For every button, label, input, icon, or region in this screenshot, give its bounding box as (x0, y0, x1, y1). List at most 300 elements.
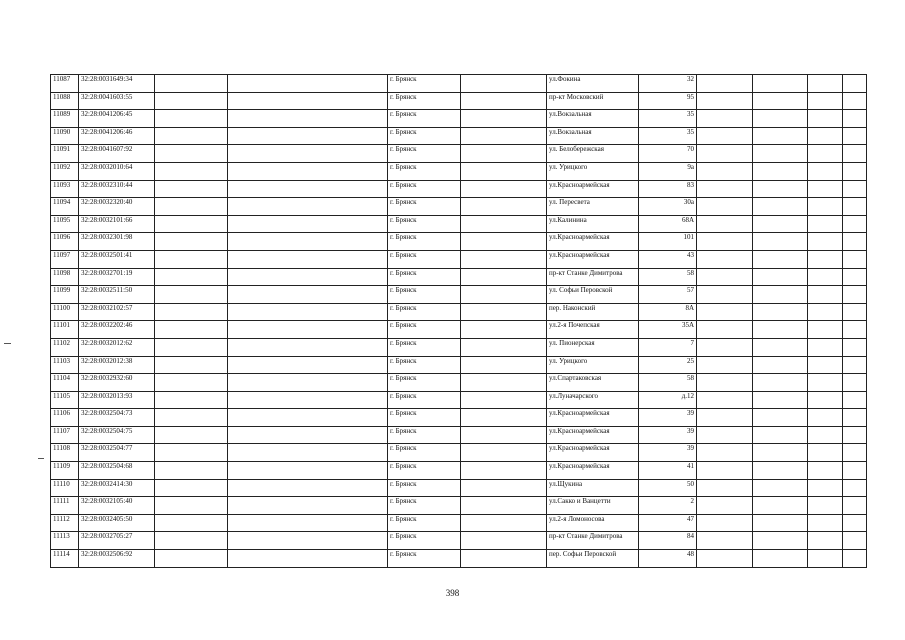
house-number: 2 (639, 497, 697, 515)
empty-cell (808, 374, 843, 392)
empty-cell (228, 479, 388, 497)
row-number: 11092 (51, 162, 79, 180)
street-cell: ул.Красноармейская (547, 180, 639, 198)
street-cell: ул.Вокзальная (547, 127, 639, 145)
empty-cell (461, 127, 547, 145)
house-number: 39 (639, 426, 697, 444)
street-cell: пр-кт Московский (547, 92, 639, 110)
cadastral-number: 32:28:0032301:98 (79, 233, 155, 251)
empty-cell (155, 356, 228, 374)
table-row (51, 198, 867, 216)
empty-cell (228, 215, 388, 233)
empty-cell (228, 356, 388, 374)
empty-cell (843, 233, 867, 251)
street-cell: пер. Наконский (547, 303, 639, 321)
empty-cell (843, 127, 867, 145)
empty-cell (808, 462, 843, 480)
row-number: 11087 (51, 75, 79, 93)
cadastral-number: 32:28:0041206:45 (79, 110, 155, 128)
empty-cell (461, 426, 547, 444)
city-cell: г. Брянск (388, 514, 461, 532)
empty-cell (843, 338, 867, 356)
row-number: 11101 (51, 321, 79, 339)
empty-cell (228, 286, 388, 304)
street-cell: ул.Сакко и Ванцетти (547, 497, 639, 515)
street-cell: ул.Луначарского (547, 391, 639, 409)
row-number: 11111 (51, 497, 79, 515)
table-row (51, 409, 867, 427)
city-cell: г. Брянск (388, 356, 461, 374)
empty-cell (697, 268, 753, 286)
empty-cell (461, 391, 547, 409)
empty-cell (753, 462, 808, 480)
empty-cell (697, 426, 753, 444)
empty-cell (808, 233, 843, 251)
scan-mark (38, 458, 44, 459)
row-number: 11105 (51, 391, 79, 409)
empty-cell (155, 321, 228, 339)
table-row (51, 550, 867, 568)
empty-cell (155, 127, 228, 145)
row-number: 11096 (51, 233, 79, 251)
cadastral-number: 32:28:0032101:66 (79, 215, 155, 233)
empty-cell (697, 444, 753, 462)
empty-cell (753, 127, 808, 145)
cadastral-number: 32:28:0032320:40 (79, 198, 155, 216)
table-row (51, 92, 867, 110)
city-cell: г. Брянск (388, 444, 461, 462)
empty-cell (808, 250, 843, 268)
empty-cell (155, 532, 228, 550)
table-row (51, 391, 867, 409)
empty-cell (808, 215, 843, 233)
row-number: 11110 (51, 479, 79, 497)
empty-cell (697, 338, 753, 356)
empty-cell (155, 391, 228, 409)
empty-cell (753, 92, 808, 110)
empty-cell (843, 321, 867, 339)
street-cell: ул.Вокзальная (547, 110, 639, 128)
scan-mark (4, 343, 11, 344)
empty-cell (808, 338, 843, 356)
empty-cell (155, 444, 228, 462)
cadastral-number: 32:28:0032102:57 (79, 303, 155, 321)
table-row (51, 426, 867, 444)
empty-cell (753, 497, 808, 515)
empty-cell (697, 462, 753, 480)
house-number: 35 (639, 127, 697, 145)
row-number: 11095 (51, 215, 79, 233)
empty-cell (228, 391, 388, 409)
empty-cell (753, 550, 808, 568)
house-number: 95 (639, 92, 697, 110)
empty-cell (228, 268, 388, 286)
empty-cell (753, 409, 808, 427)
empty-cell (843, 268, 867, 286)
empty-cell (808, 180, 843, 198)
empty-cell (461, 268, 547, 286)
city-cell: г. Брянск (388, 303, 461, 321)
empty-cell (808, 198, 843, 216)
empty-cell (697, 286, 753, 304)
empty-cell (808, 321, 843, 339)
table-row (51, 303, 867, 321)
empty-cell (228, 92, 388, 110)
table-row (51, 215, 867, 233)
empty-cell (697, 180, 753, 198)
empty-cell (697, 409, 753, 427)
empty-cell (155, 92, 228, 110)
empty-cell (753, 145, 808, 163)
empty-cell (461, 180, 547, 198)
street-cell: ул. Пересвета (547, 198, 639, 216)
empty-cell (155, 550, 228, 568)
city-cell: г. Брянск (388, 338, 461, 356)
row-number: 11109 (51, 462, 79, 480)
city-cell: г. Брянск (388, 462, 461, 480)
empty-cell (843, 391, 867, 409)
street-cell: ул.Красноармейская (547, 250, 639, 268)
empty-cell (155, 233, 228, 251)
cadastral-number: 32:28:0032705:27 (79, 532, 155, 550)
house-number: 58 (639, 374, 697, 392)
row-number: 11106 (51, 409, 79, 427)
empty-cell (843, 409, 867, 427)
empty-cell (228, 514, 388, 532)
table-row (51, 374, 867, 392)
empty-cell (697, 75, 753, 93)
table-row (51, 514, 867, 532)
empty-cell (228, 303, 388, 321)
house-number: 83 (639, 180, 697, 198)
table-row (51, 356, 867, 374)
empty-cell (753, 444, 808, 462)
empty-cell (697, 92, 753, 110)
table-row (51, 338, 867, 356)
empty-cell (155, 162, 228, 180)
city-cell: г. Брянск (388, 426, 461, 444)
empty-cell (843, 462, 867, 480)
table-row (51, 444, 867, 462)
empty-cell (155, 462, 228, 480)
city-cell: г. Брянск (388, 92, 461, 110)
empty-cell (753, 426, 808, 444)
city-cell: г. Брянск (388, 374, 461, 392)
cadastral-number: 32:28:0032701:19 (79, 268, 155, 286)
empty-cell (228, 374, 388, 392)
street-cell: ул. Софьи Перовской (547, 286, 639, 304)
empty-cell (155, 180, 228, 198)
empty-cell (808, 356, 843, 374)
empty-cell (228, 409, 388, 427)
empty-cell (228, 233, 388, 251)
table-row (51, 286, 867, 304)
row-number: 11090 (51, 127, 79, 145)
street-cell: ул.Красноармейская (547, 426, 639, 444)
empty-cell (753, 110, 808, 128)
table-row (51, 162, 867, 180)
cadastral-number: 32:28:0041603:55 (79, 92, 155, 110)
empty-cell (808, 514, 843, 532)
empty-cell (697, 374, 753, 392)
empty-cell (697, 233, 753, 251)
row-number: 11088 (51, 92, 79, 110)
empty-cell (228, 497, 388, 515)
empty-cell (808, 75, 843, 93)
row-number: 11094 (51, 198, 79, 216)
cadastral-number: 32:28:0032414:30 (79, 479, 155, 497)
house-number: 25 (639, 356, 697, 374)
empty-cell (155, 497, 228, 515)
street-cell: ул.Красноармейская (547, 462, 639, 480)
cadastral-number: 32:28:0032012:62 (79, 338, 155, 356)
empty-cell (697, 356, 753, 374)
empty-cell (697, 250, 753, 268)
street-cell: ул.Спартаковская (547, 374, 639, 392)
house-number: 101 (639, 233, 697, 251)
house-number: 35А (639, 321, 697, 339)
empty-cell (843, 497, 867, 515)
empty-cell (697, 303, 753, 321)
empty-cell (753, 338, 808, 356)
empty-cell (697, 215, 753, 233)
cadastral-number: 32:28:0032504:77 (79, 444, 155, 462)
table-row (51, 233, 867, 251)
empty-cell (461, 198, 547, 216)
empty-cell (808, 426, 843, 444)
city-cell: г. Брянск (388, 268, 461, 286)
row-number: 11114 (51, 550, 79, 568)
empty-cell (228, 145, 388, 163)
street-cell: ул.Красноармейская (547, 444, 639, 462)
house-number: 84 (639, 532, 697, 550)
empty-cell (461, 286, 547, 304)
cadastral-number: 32:28:0041206:46 (79, 127, 155, 145)
empty-cell (697, 391, 753, 409)
empty-cell (753, 75, 808, 93)
empty-cell (228, 462, 388, 480)
city-cell: г. Брянск (388, 162, 461, 180)
row-number: 11102 (51, 338, 79, 356)
house-number: д.12 (639, 391, 697, 409)
cadastral-number: 32:28:0032504:73 (79, 409, 155, 427)
table-row (51, 127, 867, 145)
row-number: 11089 (51, 110, 79, 128)
empty-cell (461, 92, 547, 110)
empty-cell (155, 198, 228, 216)
cadastral-number: 32:28:0032202:46 (79, 321, 155, 339)
row-number: 11104 (51, 374, 79, 392)
empty-cell (461, 233, 547, 251)
table-row (51, 532, 867, 550)
house-number: 70 (639, 145, 697, 163)
street-cell: ул.Щукина (547, 479, 639, 497)
empty-cell (228, 550, 388, 568)
empty-cell (753, 198, 808, 216)
empty-cell (808, 409, 843, 427)
city-cell: г. Брянск (388, 550, 461, 568)
empty-cell (697, 550, 753, 568)
empty-cell (753, 286, 808, 304)
table-row (51, 268, 867, 286)
empty-cell (753, 321, 808, 339)
empty-cell (808, 92, 843, 110)
empty-cell (753, 374, 808, 392)
empty-cell (843, 444, 867, 462)
empty-cell (808, 497, 843, 515)
registry-table (50, 74, 867, 568)
row-number: 11107 (51, 426, 79, 444)
empty-cell (461, 514, 547, 532)
empty-cell (697, 145, 753, 163)
house-number: 9а (639, 162, 697, 180)
house-number: 58 (639, 268, 697, 286)
row-number: 11091 (51, 145, 79, 163)
row-number: 11098 (51, 268, 79, 286)
table-row (51, 462, 867, 480)
empty-cell (843, 550, 867, 568)
row-number: 11093 (51, 180, 79, 198)
city-cell: г. Брянск (388, 127, 461, 145)
city-cell: г. Брянск (388, 321, 461, 339)
row-number: 11097 (51, 250, 79, 268)
row-number: 11113 (51, 532, 79, 550)
row-number: 11112 (51, 514, 79, 532)
empty-cell (808, 127, 843, 145)
house-number: 41 (639, 462, 697, 480)
empty-cell (808, 303, 843, 321)
cadastral-number: 32:28:0032013:93 (79, 391, 155, 409)
empty-cell (843, 92, 867, 110)
city-cell: г. Брянск (388, 409, 461, 427)
empty-cell (155, 303, 228, 321)
empty-cell (697, 162, 753, 180)
empty-cell (753, 162, 808, 180)
street-cell: ул. Урицкого (547, 162, 639, 180)
house-number: 32 (639, 75, 697, 93)
empty-cell (461, 303, 547, 321)
empty-cell (155, 426, 228, 444)
empty-cell (843, 479, 867, 497)
empty-cell (697, 479, 753, 497)
house-number: 68А (639, 215, 697, 233)
street-cell: ул. Урицкого (547, 356, 639, 374)
empty-cell (843, 250, 867, 268)
city-cell: г. Брянск (388, 215, 461, 233)
empty-cell (155, 215, 228, 233)
cadastral-number: 32:28:0031649:34 (79, 75, 155, 93)
empty-cell (155, 374, 228, 392)
empty-cell (155, 110, 228, 128)
empty-cell (461, 338, 547, 356)
city-cell: г. Брянск (388, 145, 461, 163)
city-cell: г. Брянск (388, 286, 461, 304)
empty-cell (228, 532, 388, 550)
table-row (51, 180, 867, 198)
empty-cell (461, 250, 547, 268)
empty-cell (155, 145, 228, 163)
table-row (51, 250, 867, 268)
row-number: 11100 (51, 303, 79, 321)
empty-cell (461, 162, 547, 180)
street-cell: пр-кт Станке Димитрова (547, 268, 639, 286)
house-number: 30а (639, 198, 697, 216)
empty-cell (753, 479, 808, 497)
empty-cell (808, 110, 843, 128)
cadastral-number: 32:28:0032504:68 (79, 462, 155, 480)
empty-cell (228, 426, 388, 444)
empty-cell (228, 338, 388, 356)
empty-cell (843, 374, 867, 392)
house-number: 47 (639, 514, 697, 532)
street-cell: ул.2-я Почепская (547, 321, 639, 339)
city-cell: г. Брянск (388, 391, 461, 409)
empty-cell (461, 374, 547, 392)
house-number: 48 (639, 550, 697, 568)
cadastral-number: 32:28:0032010:64 (79, 162, 155, 180)
empty-cell (843, 426, 867, 444)
empty-cell (461, 444, 547, 462)
empty-cell (808, 268, 843, 286)
city-cell: г. Брянск (388, 532, 461, 550)
empty-cell (843, 514, 867, 532)
street-cell: пр-кт Станке Димитрова (547, 532, 639, 550)
empty-cell (697, 321, 753, 339)
empty-cell (155, 514, 228, 532)
empty-cell (155, 75, 228, 93)
empty-cell (808, 286, 843, 304)
empty-cell (155, 250, 228, 268)
empty-cell (461, 321, 547, 339)
city-cell: г. Брянск (388, 233, 461, 251)
empty-cell (753, 391, 808, 409)
empty-cell (155, 479, 228, 497)
empty-cell (228, 198, 388, 216)
empty-cell (843, 110, 867, 128)
page-number: 398 (445, 588, 460, 598)
cadastral-number: 32:28:0032405:50 (79, 514, 155, 532)
empty-cell (461, 215, 547, 233)
empty-cell (843, 198, 867, 216)
empty-cell (228, 110, 388, 128)
house-number: 50 (639, 479, 697, 497)
empty-cell (843, 532, 867, 550)
empty-cell (808, 550, 843, 568)
empty-cell (461, 497, 547, 515)
empty-cell (228, 321, 388, 339)
row-number: 11099 (51, 286, 79, 304)
street-cell: ул.Красноармейская (547, 409, 639, 427)
empty-cell (753, 268, 808, 286)
empty-cell (461, 409, 547, 427)
street-cell: ул.2-я Ломоносова (547, 514, 639, 532)
empty-cell (228, 444, 388, 462)
empty-cell (461, 462, 547, 480)
cadastral-number: 32:28:0032932:60 (79, 374, 155, 392)
city-cell: г. Брянск (388, 75, 461, 93)
empty-cell (228, 75, 388, 93)
house-number: 57 (639, 286, 697, 304)
cadastral-number: 32:28:0032012:38 (79, 356, 155, 374)
empty-cell (843, 286, 867, 304)
empty-cell (753, 250, 808, 268)
cadastral-number: 32:28:0032511:50 (79, 286, 155, 304)
cadastral-number: 32:28:0032504:75 (79, 426, 155, 444)
empty-cell (697, 198, 753, 216)
empty-cell (697, 532, 753, 550)
empty-cell (461, 532, 547, 550)
registry-table-body (51, 75, 867, 568)
